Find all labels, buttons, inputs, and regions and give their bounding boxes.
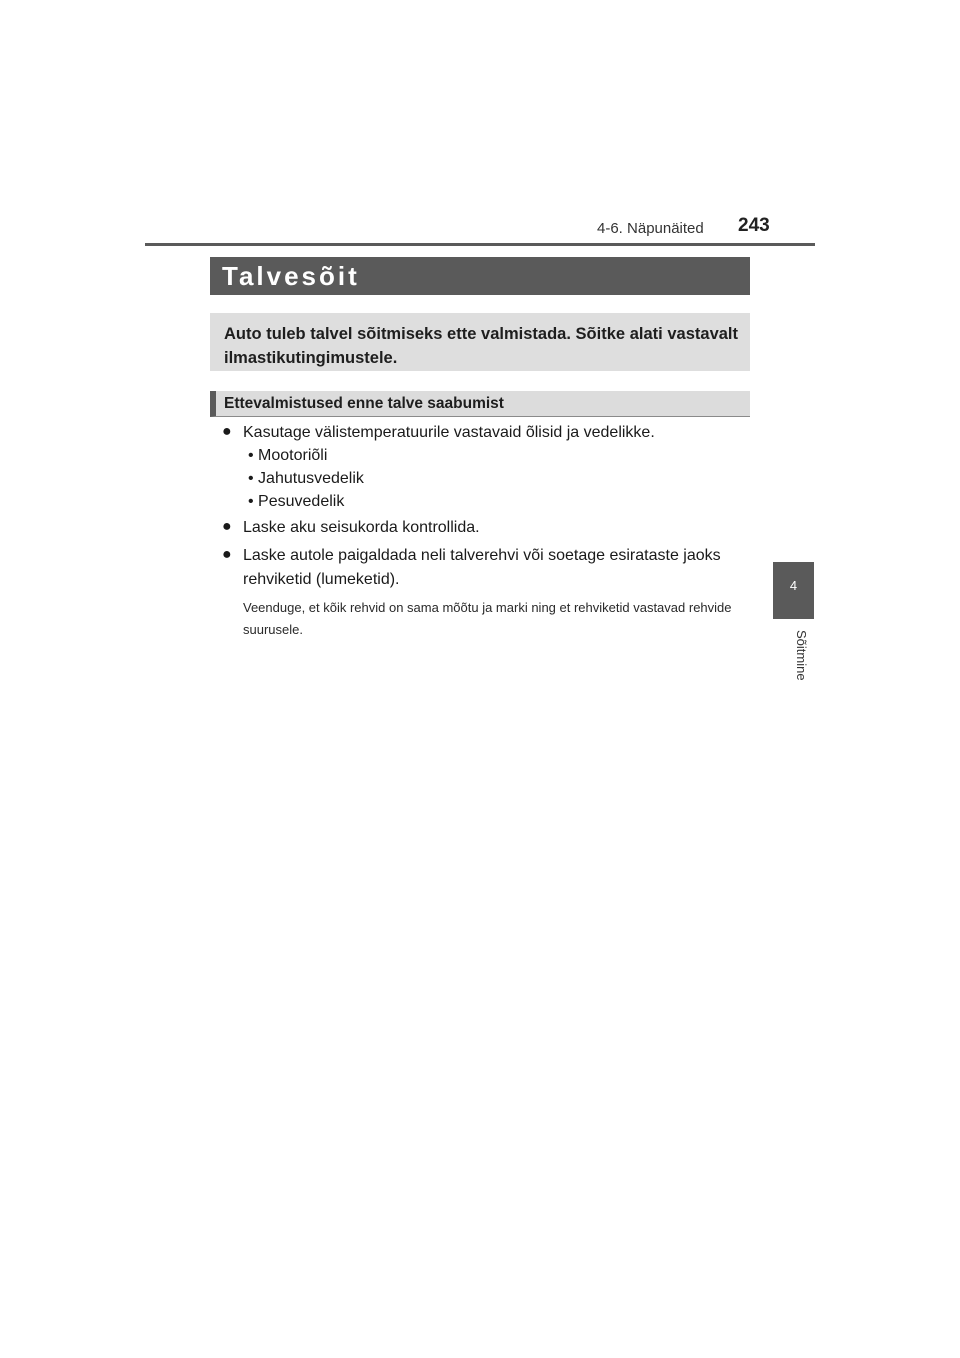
page-title: Talvesõit [210, 257, 750, 295]
subheading: Ettevalmistused enne talve saabumist [210, 391, 750, 417]
chapter-label: Sõitmine [794, 630, 809, 681]
header-section-title: 4-6. Näpunäited [597, 220, 704, 237]
header-rule [145, 243, 815, 246]
list-item: Laske autole paigaldada neli talverehvi või soetage esirataste jaoks rehviketid (lumeketid). [243, 547, 721, 588]
bullet-icon: ● [222, 518, 232, 535]
chapter-number: 4 [789, 578, 798, 593]
list-item: Kasutage välistemperatuurile vastavaid õlisid ja vedelikke. [243, 424, 655, 441]
list-item: Laske aku seisukorda kontrollida. [243, 519, 480, 536]
sub-list-item: • Mootoriõli [248, 447, 328, 464]
bullet-icon: ● [222, 546, 232, 563]
bullet-icon: ● [222, 423, 232, 440]
note-text: Veenduge, et kõik rehvid on sama mõõtu ja marki ning et rehviketid vastavad rehvide suurusele. [243, 600, 732, 637]
page-number: 243 [738, 215, 770, 236]
sub-list-item: • Jahutusvedelik [248, 470, 364, 487]
sub-list-item: • Pesuvedelik [248, 493, 345, 510]
intro-box: Auto tuleb talvel sõitmiseks ette valmistada. Sõitke alati vastavalt ilmastikutingimustele. [210, 313, 750, 371]
